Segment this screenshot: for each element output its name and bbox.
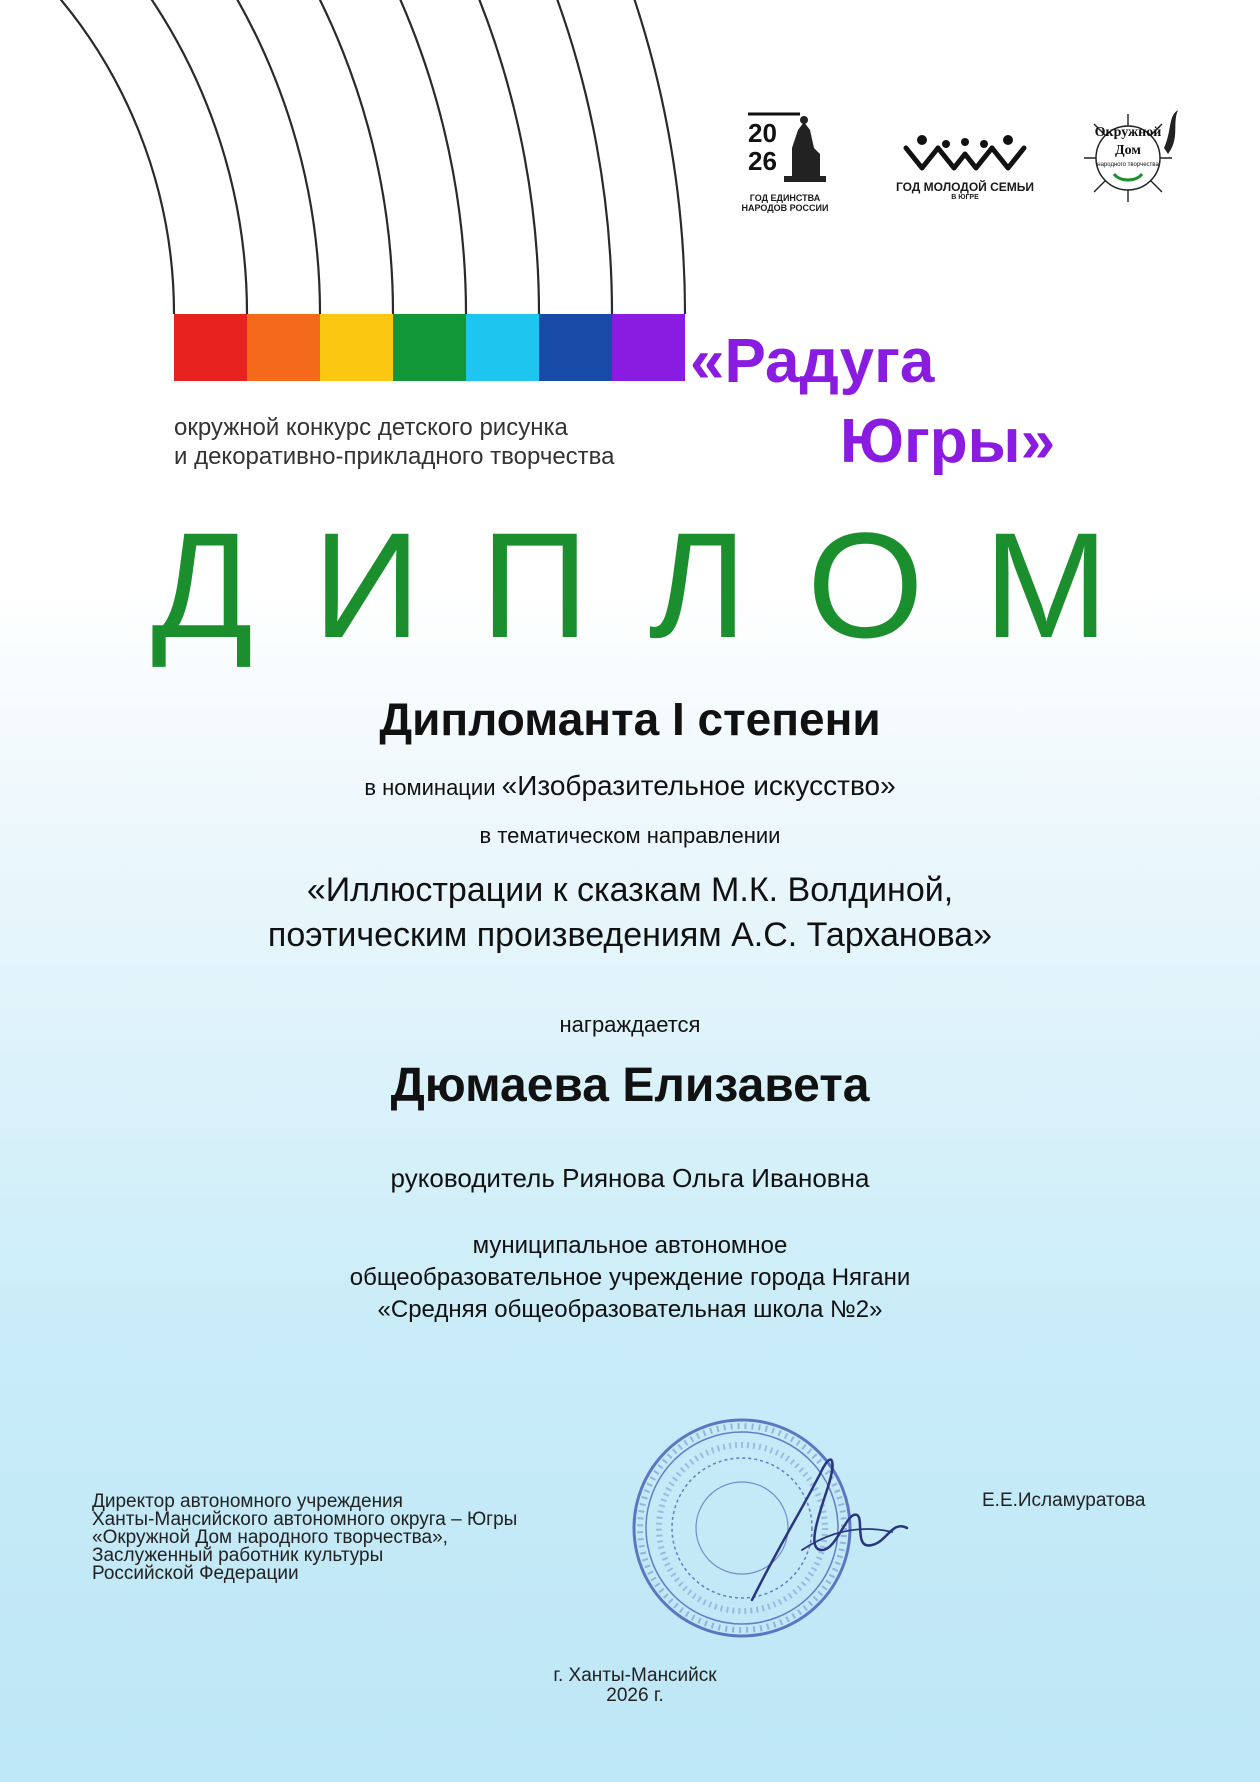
direction-label: в тематическом направлении: [479, 823, 781, 848]
contest-subtitle: [174, 413, 814, 471]
monument-icon: [740, 108, 830, 188]
contest-subtitle-line-2: и декоративно-прикладного творчества: [174, 443, 615, 470]
rainbow-swatch-blue: [539, 314, 612, 381]
folk-house-logo: [1068, 108, 1188, 208]
signer-name: Е.Е.Исламуратова: [982, 1490, 1146, 1511]
rainbow-swatch-red: [174, 314, 247, 381]
svg-text:26: 26: [748, 146, 777, 176]
rainbow-swatch-cyan: [466, 314, 539, 381]
contest-title-line-1: «Радуга: [690, 327, 935, 396]
footer: [0, 1666, 1260, 1706]
school-line-3: «Средняя общеобразовательная школа №2»: [377, 1296, 883, 1323]
nomination-value: «Изобразительное искусство»: [501, 770, 896, 801]
rainbow-swatch-yellow: [320, 314, 393, 381]
degree-title: Дипломанта I степени: [379, 693, 881, 745]
awarded-label: награждается: [559, 1012, 701, 1037]
recipient-name: Дюмаева Елизавета: [390, 1059, 870, 1112]
rainbow-swatch-green: [393, 314, 466, 381]
theme-line-2: поэтическим произведениям А.С. Тарханова»: [267, 916, 993, 954]
rainbow-bar: [174, 314, 685, 381]
family-figures-icon: [900, 134, 1030, 176]
year-unity-caption-2: НАРОДОВ РОССИИ: [741, 203, 829, 213]
sun-emblem-icon: [1068, 108, 1188, 203]
signer-line-5: Российской Федерации: [92, 1563, 299, 1584]
svg-text:народного творчества: народного творчества: [1097, 162, 1159, 168]
school-line-1: муниципальное автономное: [472, 1232, 788, 1259]
signer-line-3: «Окружной Дом народного творчества»,: [92, 1527, 448, 1548]
contest-title-line-2: Югры»: [840, 407, 1056, 476]
rainbow-swatch-orange: [247, 314, 320, 381]
footer-year: 2026 г.: [606, 1685, 664, 1706]
leader-line: руководитель Риянова Ольга Ивановна: [390, 1163, 870, 1193]
nomination-prefix: в номинации: [364, 775, 496, 800]
contest-subtitle-line-1: окружной конкурс детского рисунка: [174, 414, 568, 441]
school-line-2: общеобразовательное учреждение города Нягани: [349, 1264, 911, 1291]
young-family-logo: [895, 134, 1035, 202]
young-family-caption-1: ГОД МОЛОДОЙ СЕМЬИ: [895, 180, 1035, 194]
official-stamp: [632, 1400, 962, 1660]
theme-text: [0, 868, 1260, 958]
year-unity-caption-1: ГОД ЕДИНСТВА: [749, 193, 821, 203]
svg-text:Дом: Дом: [1115, 143, 1141, 158]
nomination-line: [0, 770, 1260, 802]
theme-line-1: «Иллюстрации к сказкам М.К. Волдиной,: [306, 871, 954, 909]
decorative-arcs: [0, 0, 700, 320]
signer-line-2: Ханты-Мансийского автономного округа – Югры: [92, 1509, 518, 1530]
diploma-heading: ДИПЛОМ: [151, 501, 1169, 669]
rainbow-swatch-violet: [612, 314, 685, 381]
signer-line-1: Директор автономного учреждения: [92, 1491, 403, 1512]
young-family-caption-2: В ЮГРЕ: [951, 194, 979, 201]
school-block: [0, 1230, 1260, 1326]
svg-text:Окружной: Окружной: [1094, 125, 1162, 140]
signer-line-4: Заслуженный работник культуры: [92, 1545, 384, 1566]
footer-city: г. Ханты-Мансийск: [553, 1665, 717, 1686]
svg-text:20: 20: [748, 118, 777, 148]
year-unity-logo: [735, 108, 835, 213]
signer-title: [92, 1493, 652, 1583]
